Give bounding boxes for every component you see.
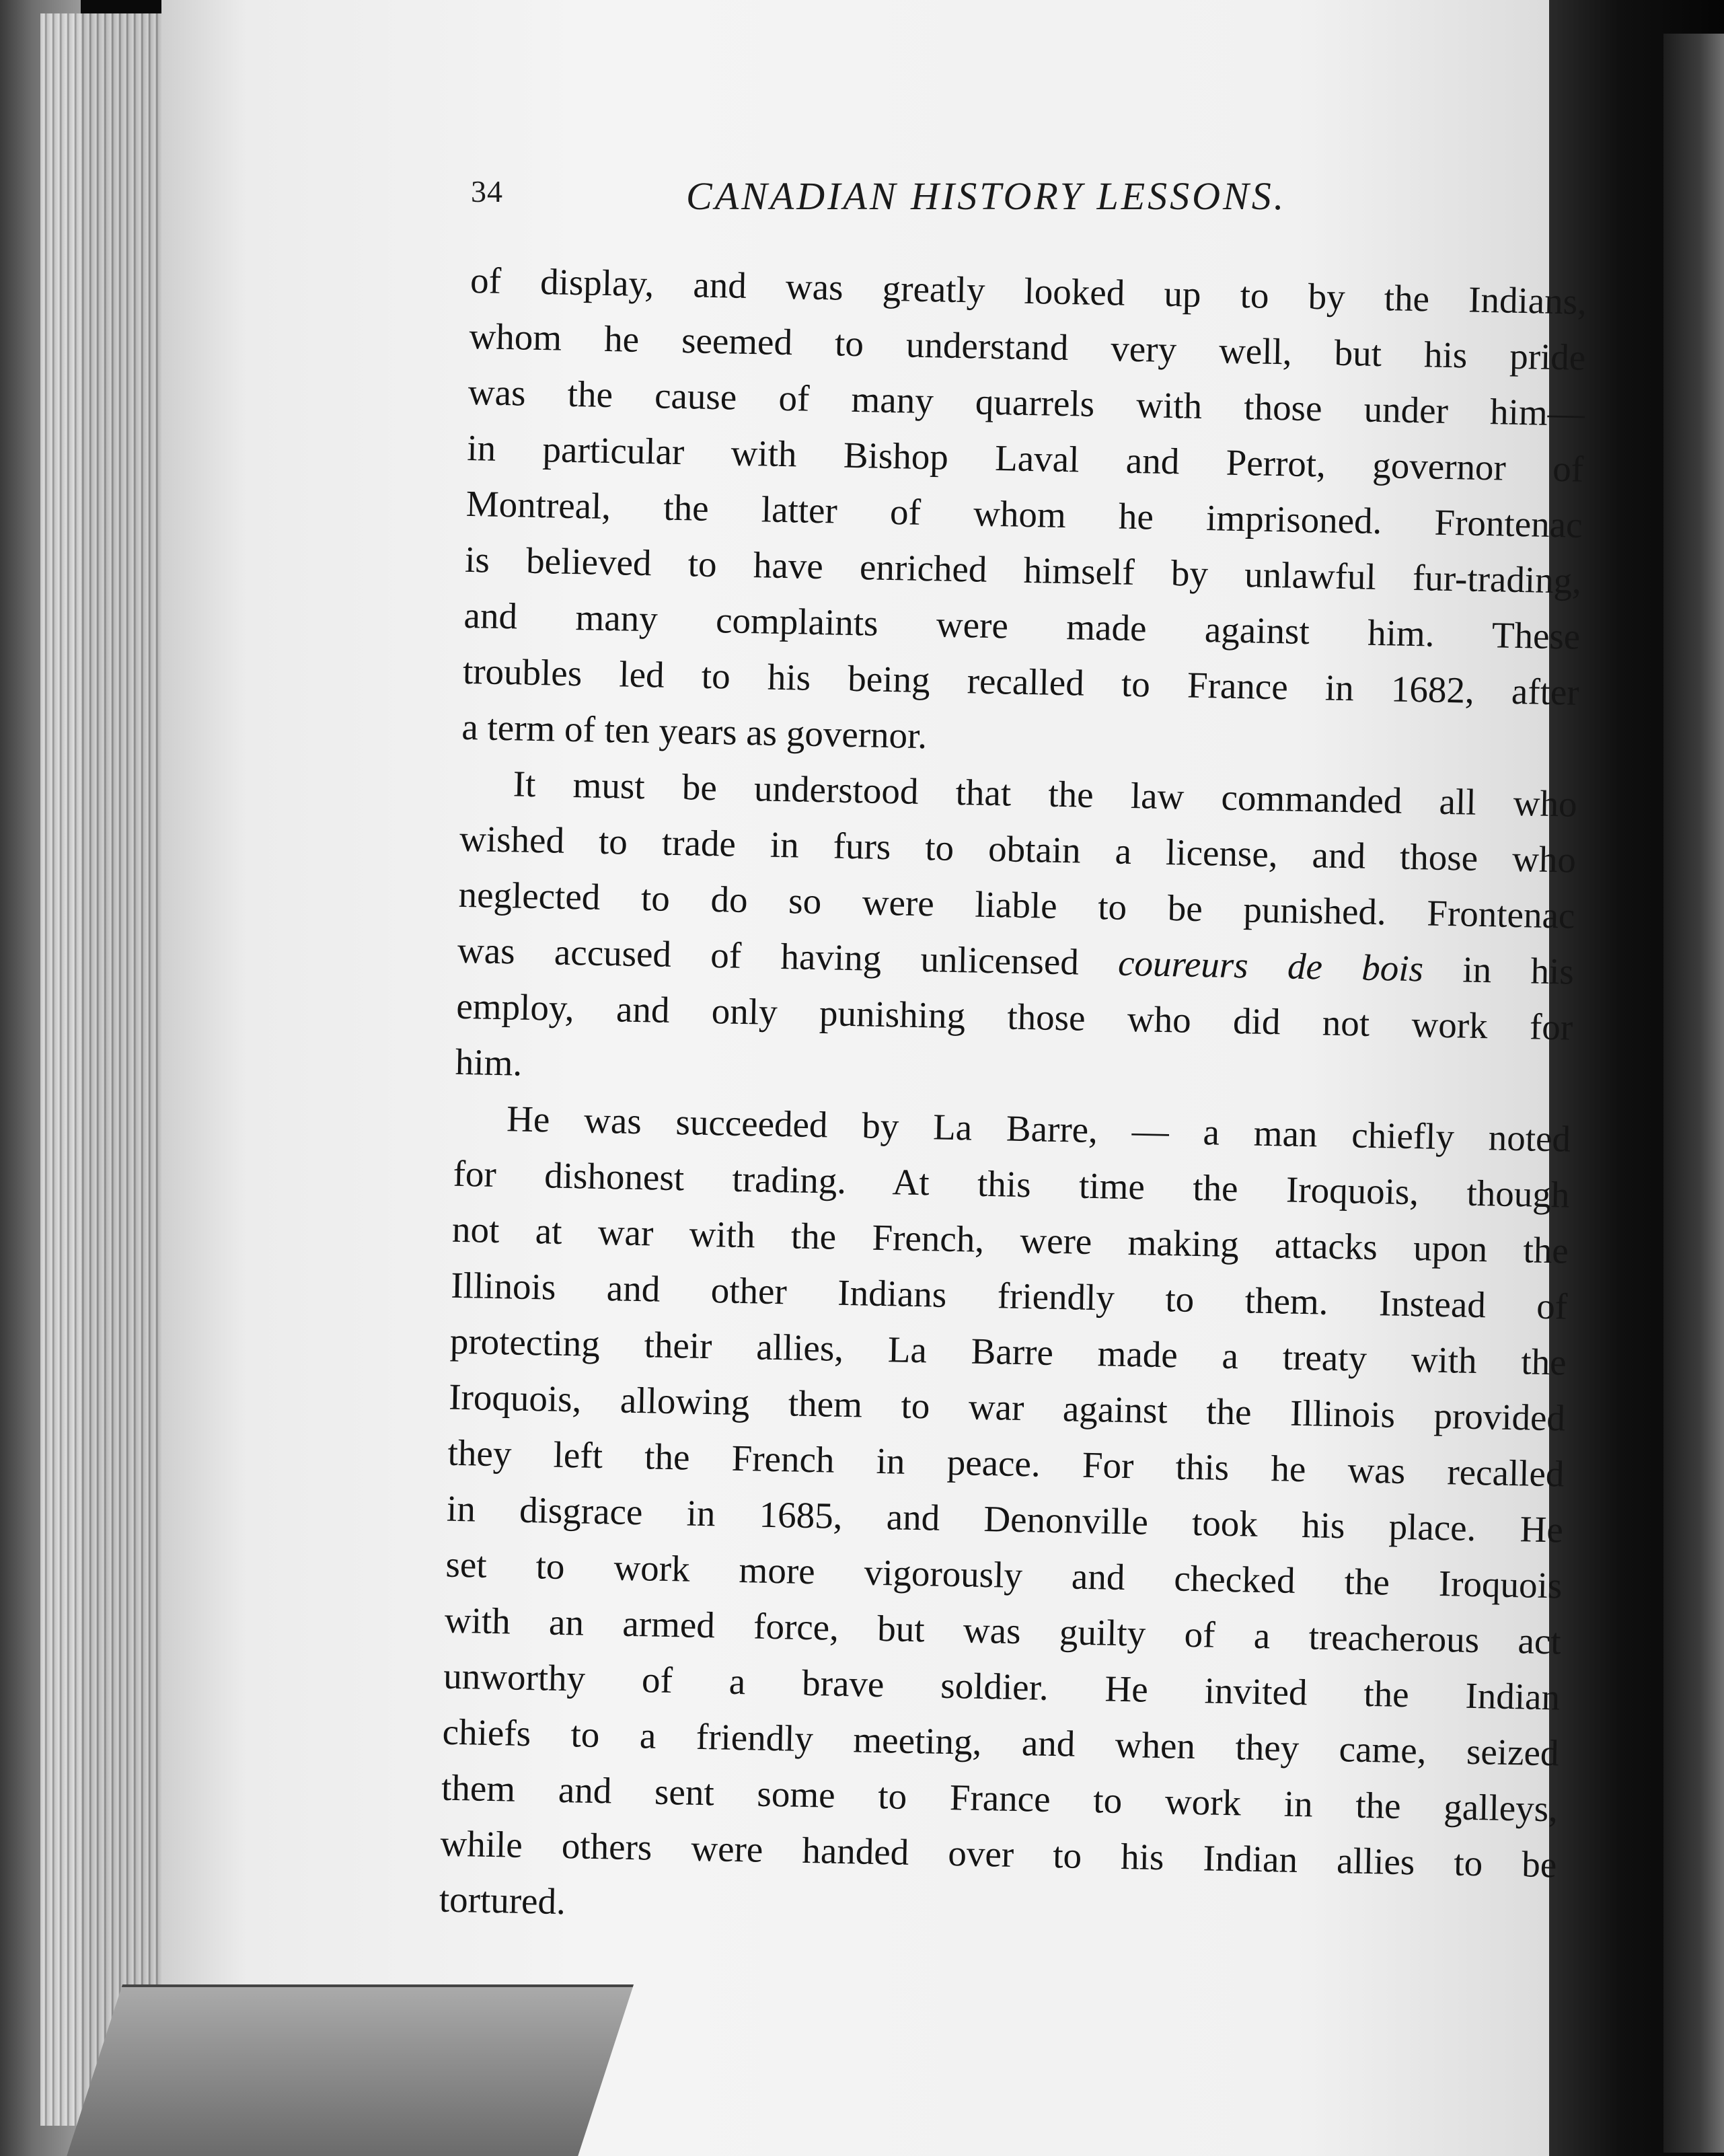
text-line: not at war with the French, were making attacks upon the <box>451 1208 1569 1271</box>
text-line: with an armed force, but was guilty of a treacherous act <box>444 1599 1562 1662</box>
text-line: they left the French in peace. For this he was recalled <box>447 1432 1565 1495</box>
paragraph-2 <box>455 755 1577 1111</box>
text-line: while others were handed over to his Indian allies to be <box>440 1822 1557 1886</box>
text-line: is believed to have enriched himself by unlawful fur-trading, <box>464 538 1582 601</box>
text-line: chiefs to a friendly meeting, and when they came, seized <box>442 1711 1560 1774</box>
text-line: him. <box>455 1041 523 1084</box>
text-line: of display, and was greatly looked up to by the Indians, <box>470 259 1587 322</box>
text-line: and many complaints were made against him. These <box>463 594 1581 657</box>
text-line: employ, and only punishing those who did not work for <box>455 985 1573 1048</box>
text-line: in particular with Bishop Laval and Perrot, governor of <box>466 426 1584 490</box>
page-header <box>464 174 1406 234</box>
text-fragment: in his <box>1462 949 1575 992</box>
text-line: Montreal, the latter of whom he imprisoned. Frontenac <box>465 482 1583 546</box>
paragraph-1 <box>461 252 1587 776</box>
paragraph-3 <box>439 1090 1571 1949</box>
text-line: whom he seemed to understand very well, but his pride <box>469 315 1586 378</box>
facing-page-edge <box>1663 34 1724 2153</box>
running-head: CANADIAN HISTORY LESSONS. <box>686 174 1287 218</box>
text-line: in disgrace in 1685, and Denonville took his place. He <box>446 1487 1564 1551</box>
text-line: for dishonest trading. At this time the Iroquois, though <box>453 1152 1570 1216</box>
text-line: them and sent some to France to work in the galleys, <box>441 1767 1559 1830</box>
text-line: protecting their allies, La Barre made a treaty with the <box>449 1320 1567 1383</box>
text-line: Iroquois, allowing them to war against the Illinois provided <box>448 1376 1566 1439</box>
text-line: a term of ten years as governor. <box>461 706 928 757</box>
text-line: troubles led to his being recalled to France in 1682, after <box>462 650 1580 713</box>
text-line: set to work more vigorously and checked the Iroquois <box>445 1543 1563 1606</box>
text-line: wished to trade in furs to obtain a license, and those who <box>459 817 1577 881</box>
text-fragment: was accused of having unlicensed <box>457 929 1080 983</box>
page-stack-edges <box>40 13 182 2126</box>
bookmark-tab <box>66 1984 634 2156</box>
text-line: was the cause of many quarrels with those under him— <box>467 371 1585 434</box>
text-line: neglected to do so were liable to be punished. Frontenac <box>458 873 1575 936</box>
text-line: tortured. <box>439 1878 566 1923</box>
text-line: It must be understood that the law commanded all who <box>513 763 1578 825</box>
page-number: 34 <box>471 174 503 209</box>
italic-phrase: coureurs de bois <box>1117 942 1424 990</box>
body-text <box>439 252 1587 1948</box>
text-line: unworthy of a brave soldier. He invited the Indian <box>443 1655 1561 1718</box>
text-line: He was succeeded by La Barre, — a man chiefly noted <box>506 1098 1571 1160</box>
text-line: Illinois and other Indians friendly to them. Instead of <box>450 1264 1568 1327</box>
